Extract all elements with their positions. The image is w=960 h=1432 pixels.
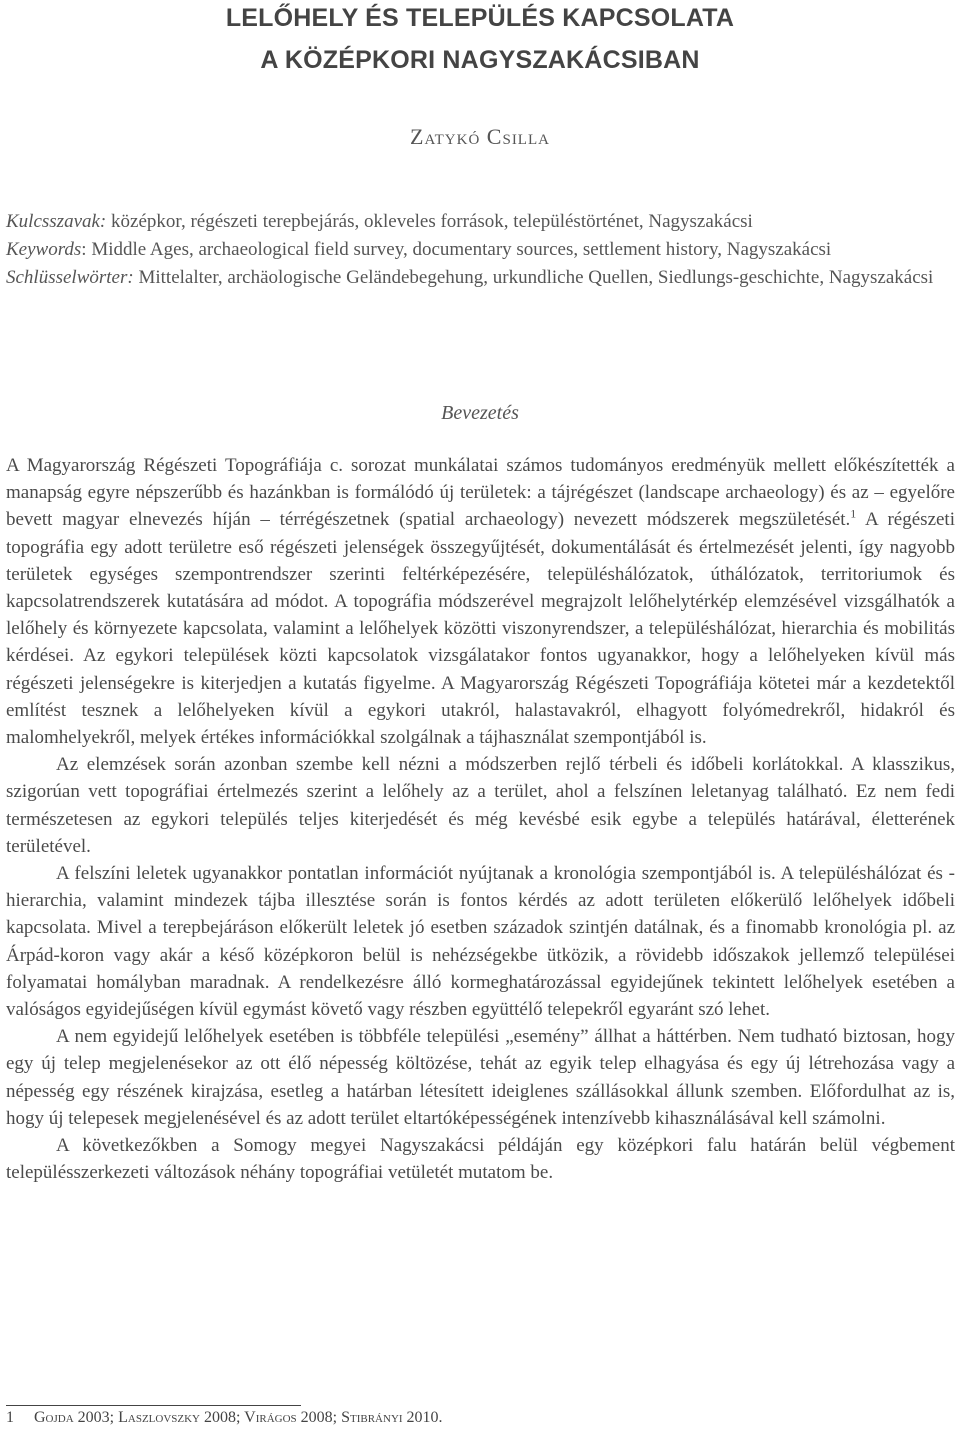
keywords-de-label: Schlüsselwörter:: [6, 267, 134, 289]
title-line-2: A KÖZÉPKORI NAGYSZAKÁCSIBAN: [260, 46, 700, 74]
paragraph-1-part-b: A régészeti topográfia egy adott területre eső régészeti jelenségek összegyűjtését, dokumentálását és értelmezését jelenti, így nagyobb területek egységes szempontrendszer szerinti feltérképezésére, településhálózatok, úthálózatok, territoriumok és kapcsolatrendszerek kutatására ad módot. A topográfia módszerével megrajzolt lelőhelytérkép elemzésével vizsgálhatók a lelőhely és környezete kapcsolata, valamint a lelőhelyek közötti viszonyrendszer, a településhálózat, hierarchia és mobilitás kérdései. Az egykori települések közti kapcsolatok vizsgálatakor fontos ugyanakkor, hogy a lelőhelyeken kívül más régészeti jelenségekre is kiterjedjen a kutatás figyelme. A Magyarország Régészeti Topográfiája kötetei már a kezdetektől említést tesznek a lelőhelyeken kívül a egykori utakról, halastavakról, elhagyott folyómedrekről, hidakról és malomhelyekről, melyek értékes információkkal szolgálnak a tájhasználat szempontjából is.: [6, 509, 955, 749]
keywords-block: [6, 208, 956, 293]
keywords-hungarian: [6, 208, 956, 236]
keywords-de-text: Mittelalter, archäologische Geländebegehung, urkundliche Quellen, Siedlungs-geschichte, Nagyszakácsi: [133, 267, 934, 289]
keywords-english: [6, 236, 956, 264]
paragraph-3: A felszíni leletek ugyanakkor pontatlan információt nyújtanak a kronológia szempontjából is. A településhálózat és -hierarchia, valamint mindezek tájba illesztése során is fontos kérdés az adott területen előkerülő lelőhelyek időbeli kapcsolata. Mivel a terepbejáráson előkerült leletek jó esetben századok szintjén datálnak, és a finomabb kronológia pl. az Árpád-koron vagy akár a késő középkoron belül is nehézségekbe ütközik, a rövidebb időszakok jellemző települései folyamatai homályban maradnak. A rendelkezésre álló kormeghatározással egyidejűnek tekintett lelőhelyek esetében a valóságos egyidejűségen kívül egymást követő vagy részben együttélő telepekről egyaránt szó lehet.: [6, 863, 955, 1021]
author-name: Zatykó Csilla: [410, 124, 550, 149]
keywords-hu-text: középkor, régészeti terepbejárás, okleveles források, településtörténet, Nagyszakácsi: [106, 211, 753, 232]
paragraph-1-part-a: A Magyarország Régészeti Topográfiája c. sorozat munkálatai számos tudományos eredményük mellett előkészítették a manapság egyre népszerűbb és hazánkban is formálódó új területek: a tájrégészet (landscape archaeology) és az – egyelőre bevett magyar elnevezés híján – térrégészetnek (spatial archaeology) nevezett módszerek megszületését.: [6, 455, 955, 531]
paragraph-4: A nem egyidejű lelőhelyek esetében is többféle települési „esemény” állhat a háttérben. Nem tudható biztosan, hogy egy új telep megjelenésekor az ott élő népesség költözése, tehát az egyik telep elhagyása és egy új létrehozása vagy a népesség egy részének kirajzása, esetleg a határban létesített ideiglenes szállásokkal állunk szemben. Előfordulhat az is, hogy új telepesek megjelenésével és az adott terület eltartóképességének intenzívebb kihasználásával kell számolni.: [6, 1026, 955, 1129]
keywords-en-text: : Middle Ages, archaeological field survey, documentary sources, settlement history, Nagyszakácsi: [81, 239, 832, 261]
title-line-1: LELŐHELY ÉS TELEPÜLÉS KAPCSOLATA: [225, 4, 735, 32]
keywords-en-label: Keywords: [6, 239, 82, 261]
footnote-ref[interactable]: 1: [850, 507, 857, 522]
body-text: [6, 452, 955, 1186]
paragraph-2: Az elemzések során azonban szembe kell nézni a módszerben rejlő térbeli és időbeli korlátokkal. A klasszikus, szigorúan vett topográfiai értelmezés szerint a lelőhely az a terület, ahol a felszínen leletanyag található. Ez nem fedi természetesen az egykori település teljes kiterjedését és még kevésbé esik egybe a település határával, életterének területével.: [6, 754, 955, 857]
footnote-number: 1: [6, 1409, 14, 1426]
paragraph-5: A következőkben a Somogy megyei Nagyszakácsi példáján egy középkori falu határán belül végbement településszerkezeti változások néhány topográfiai vetületét mutatom be.: [6, 1135, 955, 1184]
keywords-hu-label: Kulcsszavak:: [6, 211, 107, 232]
footnote-divider: [6, 1405, 301, 1406]
footnote: [6, 1409, 946, 1427]
keywords-german: [6, 264, 956, 292]
paragraph-1: [6, 452, 955, 751]
footnote-text: Gojda 2003; Laszlovszky 2008; Virágos 2008; Stibrányi 2010.: [34, 1409, 443, 1426]
section-heading: Bevezetés: [441, 402, 519, 424]
